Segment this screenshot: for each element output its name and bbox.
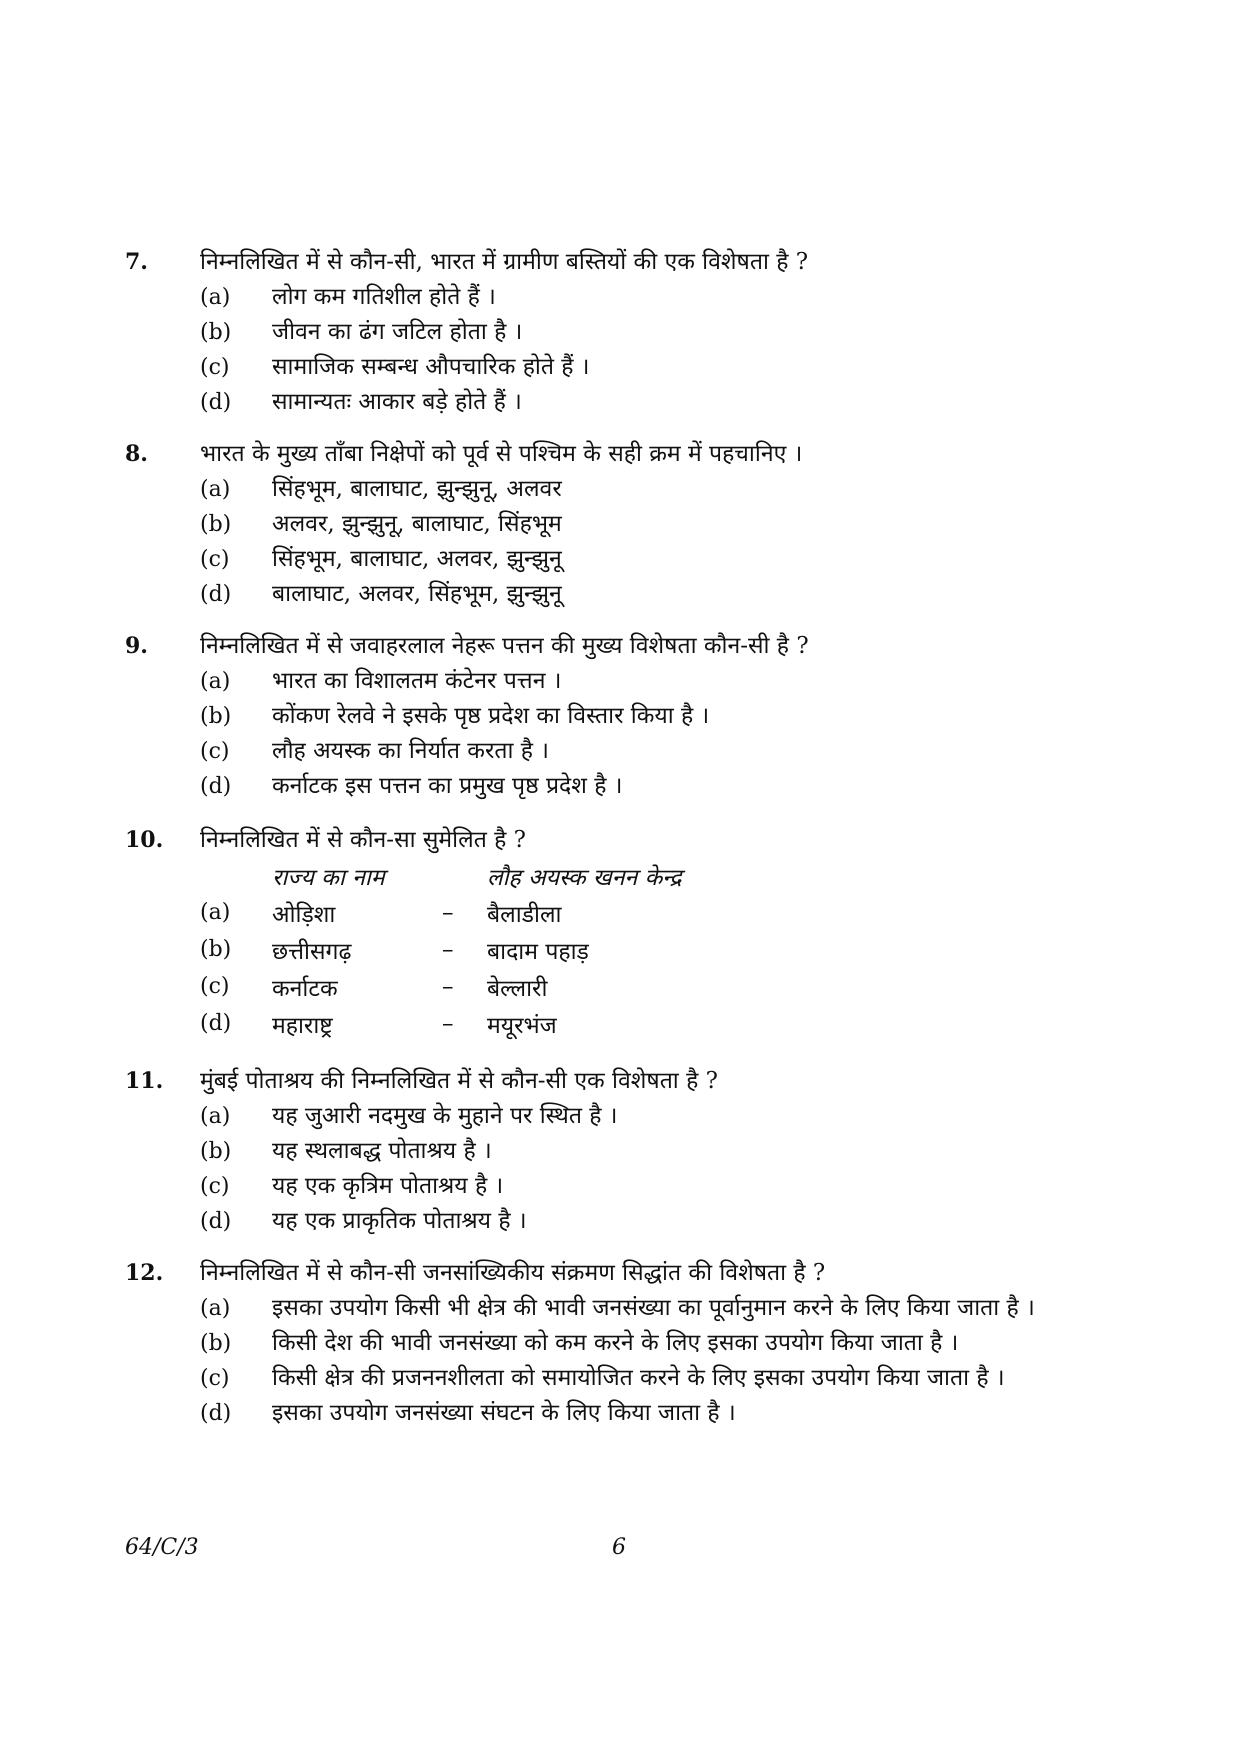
- column-header-state: राज्य का नाम: [272, 865, 385, 891]
- paper-code: 64/C/3: [125, 1535, 199, 1560]
- option-text: यह एक कृत्रिम पोताश्रय है ।: [272, 1173, 504, 1199]
- question-text: निम्नलिखित में से कौन-सा सुमेलित है ?: [200, 827, 527, 853]
- dash-separator: –: [442, 973, 454, 1000]
- option-label: (c): [200, 547, 230, 572]
- option-label: (a): [200, 1296, 231, 1321]
- question-number: 8.: [125, 441, 148, 467]
- question-text: निम्नलिखित में से जवाहरलाल नेहरू पत्तन की मुख्य विशेषता कौन-सी है ?: [200, 633, 809, 659]
- option-label: (b): [200, 320, 232, 345]
- option-b: [200, 315, 1055, 350]
- question-text: मुंबई पोताश्रय की निम्नलिखित में से कौन-सी एक विशेषता है ?: [200, 1068, 718, 1094]
- option-a: [200, 1291, 1055, 1326]
- dash-separator: –: [442, 1010, 454, 1037]
- option-label: (c): [200, 355, 230, 380]
- match-row-d: [200, 1005, 1055, 1042]
- option-text: यह जुआरी नदमुख के मुहाने पर स्थित है ।: [272, 1103, 618, 1129]
- question-number: 9.: [125, 633, 148, 659]
- option-text: किसी देश की भावी जनसंख्या को कम करने के लिए इसका उपयोग किया जाता है ।: [272, 1330, 959, 1356]
- question-12: [125, 1255, 1055, 1431]
- option-label: (a): [200, 285, 231, 310]
- option-a: [200, 1099, 1055, 1134]
- option-label: (c): [200, 1174, 230, 1199]
- question-text: निम्नलिखित में से कौन-सी जनसांख्यिकीय संक्रमण सिद्धांत की विशेषता है ?: [200, 1260, 826, 1286]
- mining-centre: बैलाडीला: [487, 901, 562, 928]
- option-label: (d): [200, 1209, 232, 1234]
- question-text: निम्नलिखित में से कौन-सी, भारत में ग्रामीण बस्तियों की एक विशेषता है ?: [200, 249, 809, 275]
- option-text: कर्नाटक इस पत्तन का प्रमुख पृष्ठ प्रदेश है ।: [272, 773, 623, 799]
- question-number: 10.: [125, 827, 164, 853]
- option-c: [200, 734, 1055, 769]
- option-text: यह एक प्राकृतिक पोताश्रय है ।: [272, 1208, 527, 1234]
- option-c: [200, 542, 1055, 577]
- state-name: कर्नाटक: [272, 975, 338, 1002]
- question-number: 11.: [125, 1068, 164, 1094]
- option-a: [200, 472, 1055, 507]
- option-label: (c): [200, 1366, 230, 1391]
- option-text: कोंकण रेलवे ने इसके पृष्ठ प्रदेश का विस्तार किया है ।: [272, 703, 710, 729]
- option-label: (a): [200, 669, 231, 694]
- option-label: (c): [200, 974, 230, 999]
- question-header: [125, 244, 1055, 280]
- option-label: (b): [200, 512, 232, 537]
- option-b: [200, 1326, 1055, 1361]
- question-10: [125, 822, 1055, 1042]
- option-text: यह स्थलाबद्ध पोताश्रय है ।: [272, 1138, 492, 1164]
- option-text: किसी क्षेत्र की प्रजननशीलता को समायोजित करने के लिए इसका उपयोग किया जाता है ।: [272, 1365, 1005, 1391]
- option-label: (b): [200, 1331, 232, 1356]
- question-header: [125, 436, 1055, 472]
- mining-centre: बेल्लारी: [487, 975, 548, 1002]
- option-a: [200, 280, 1055, 315]
- question-number: 7.: [125, 249, 148, 275]
- match-row-b: [200, 931, 1055, 968]
- page-number: 6: [612, 1535, 626, 1560]
- option-label: (b): [200, 1139, 232, 1164]
- mining-centre: बादाम पहाड़: [487, 938, 589, 965]
- dash-separator: –: [442, 936, 454, 963]
- option-label: (d): [200, 390, 232, 415]
- option-d: [200, 1396, 1055, 1431]
- option-text: अलवर, झुन्झुनू, बालाघाट, सिंहभूम: [272, 511, 562, 537]
- question-8: [125, 436, 1055, 612]
- option-text: सिंहभूम, बालाघाट, अलवर, झुन्झुनू: [272, 546, 562, 572]
- option-text: लौह अयस्क का निर्यात करता है ।: [272, 738, 549, 764]
- question-header: [125, 1255, 1055, 1291]
- question-text: भारत के मुख्य ताँबा निक्षेपों को पूर्व से पश्चिम के सही क्रम में पहचानिए ।: [200, 441, 803, 467]
- option-d: [200, 577, 1055, 612]
- option-label: (a): [200, 477, 231, 502]
- match-row-c: [200, 968, 1055, 1005]
- state-name: छत्तीसगढ़: [272, 938, 352, 965]
- option-label: (a): [200, 900, 231, 925]
- option-c: [200, 1169, 1055, 1204]
- option-text: बालाघाट, अलवर, सिंहभूम, झुन्झुनू: [272, 581, 562, 607]
- question-7: [125, 244, 1055, 420]
- option-text: सामान्यतः आकार बड़े होते हैं ।: [272, 389, 522, 415]
- option-text: सिंहभूम, बालाघाट, झुन्झुनू, अलवर: [272, 476, 562, 502]
- mining-centre: मयूरभंज: [487, 1012, 557, 1039]
- question-number: 12.: [125, 1260, 164, 1286]
- option-label: (d): [200, 582, 232, 607]
- option-c: [200, 1361, 1055, 1396]
- option-text: लोग कम गतिशील होते हैं ।: [272, 284, 496, 310]
- option-label: (d): [200, 1011, 232, 1036]
- question-11: [125, 1063, 1055, 1239]
- option-label: (c): [200, 739, 230, 764]
- option-d: [200, 769, 1055, 804]
- option-text: इसका उपयोग किसी भी क्षेत्र की भावी जनसंख्या का पूर्वानुमान करने के लिए किया जाता है ।: [272, 1295, 1035, 1321]
- match-row-a: [200, 894, 1055, 931]
- option-text: जीवन का ढंग जटिल होता है ।: [272, 319, 523, 345]
- state-name: महाराष्ट्र: [272, 1012, 333, 1039]
- question-header: [125, 628, 1055, 664]
- question-9: [125, 628, 1055, 804]
- option-c: [200, 350, 1055, 385]
- option-label: (b): [200, 704, 232, 729]
- option-label: (d): [200, 774, 232, 799]
- option-label: (a): [200, 1104, 231, 1129]
- option-d: [200, 385, 1055, 420]
- question-header: [125, 822, 1055, 858]
- option-b: [200, 1134, 1055, 1169]
- question-header: [125, 1063, 1055, 1099]
- option-text: भारत का विशालतम कंटेनर पत्तन ।: [272, 668, 562, 694]
- option-text: इसका उपयोग जनसंख्या संघटन के लिए किया जाता है ।: [272, 1400, 736, 1426]
- option-label: (b): [200, 937, 232, 962]
- option-b: [200, 507, 1055, 542]
- option-text: सामाजिक सम्बन्ध औपचारिक होते हैं ।: [272, 354, 590, 380]
- match-table-header: [272, 858, 1055, 894]
- option-label: (d): [200, 1401, 232, 1426]
- state-name: ओड़िशा: [272, 901, 336, 928]
- column-header-iron-ore-centre: लौह अयस्क खनन केन्द्र: [487, 865, 682, 891]
- option-b: [200, 699, 1055, 734]
- dash-separator: –: [442, 899, 454, 926]
- option-a: [200, 664, 1055, 699]
- option-d: [200, 1204, 1055, 1239]
